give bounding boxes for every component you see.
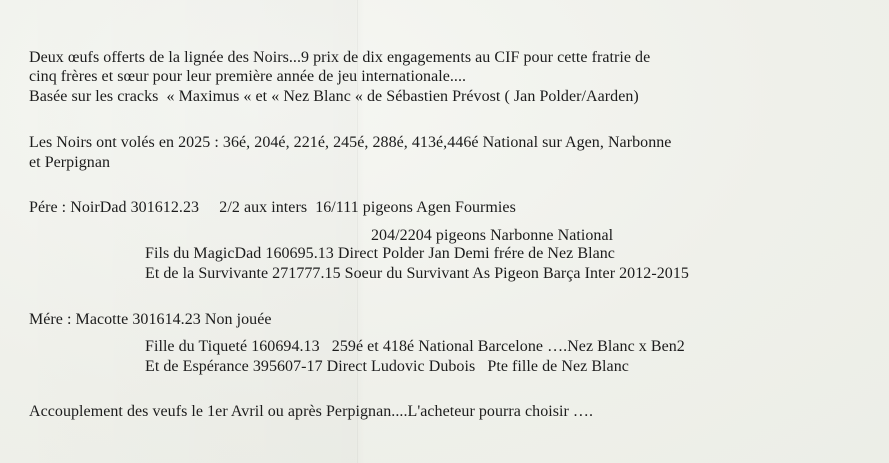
mother-line-3: Et de Espérance 395607-17 Direct Ludovic Dubois Pte fille de Nez Blanc <box>145 358 629 375</box>
father-line-2: 204/2204 pigeons Narbonne National <box>371 227 614 244</box>
results-line-1: Les Noirs ont volés en 2025 : 36é, 204é, 221é, 245é, 288é, 413é,446é National sur Agen, Narbonne <box>29 134 672 151</box>
father-line-1: Pére : NoirDad 301612.23 2/2 aux inters 16/111 pigeons Agen Fourmies <box>29 199 516 216</box>
father-line-3: Fils du MagicDad 160695.13 Direct Polder Jan Demi frére de Nez Blanc <box>145 245 615 262</box>
mother-line-2: Fille du Tiqueté 160694.13 259é et 418é National Barcelone ….Nez Blanc x Ben2 <box>145 338 685 355</box>
results-line-2: et Perpignan <box>29 154 111 171</box>
father-line-4: Et de la Survivante 271777.15 Soeur du Survivant As Pigeon Barça Inter 2012-2015 <box>145 265 689 282</box>
intro-line-3: Basée sur les cracks « Maximus « et « Nez Blanc « de Sébastien Prévost ( Jan Polder/Aarden) <box>29 88 639 105</box>
mother-line-1: Mére : Macotte 301614.23 Non jouée <box>29 311 272 328</box>
intro-line-1: Deux œufs offerts de la lignée des Noirs...9 prix de dix engagements au CIF pour cette fratrie de <box>29 49 651 66</box>
closing-line: Accouplement des veufs le 1er Avril ou après Perpignan....L'acheteur pourra choisir …. <box>29 403 594 420</box>
intro-line-2: cinq frères et sœur pour leur première année de jeu internationale.... <box>29 68 467 85</box>
